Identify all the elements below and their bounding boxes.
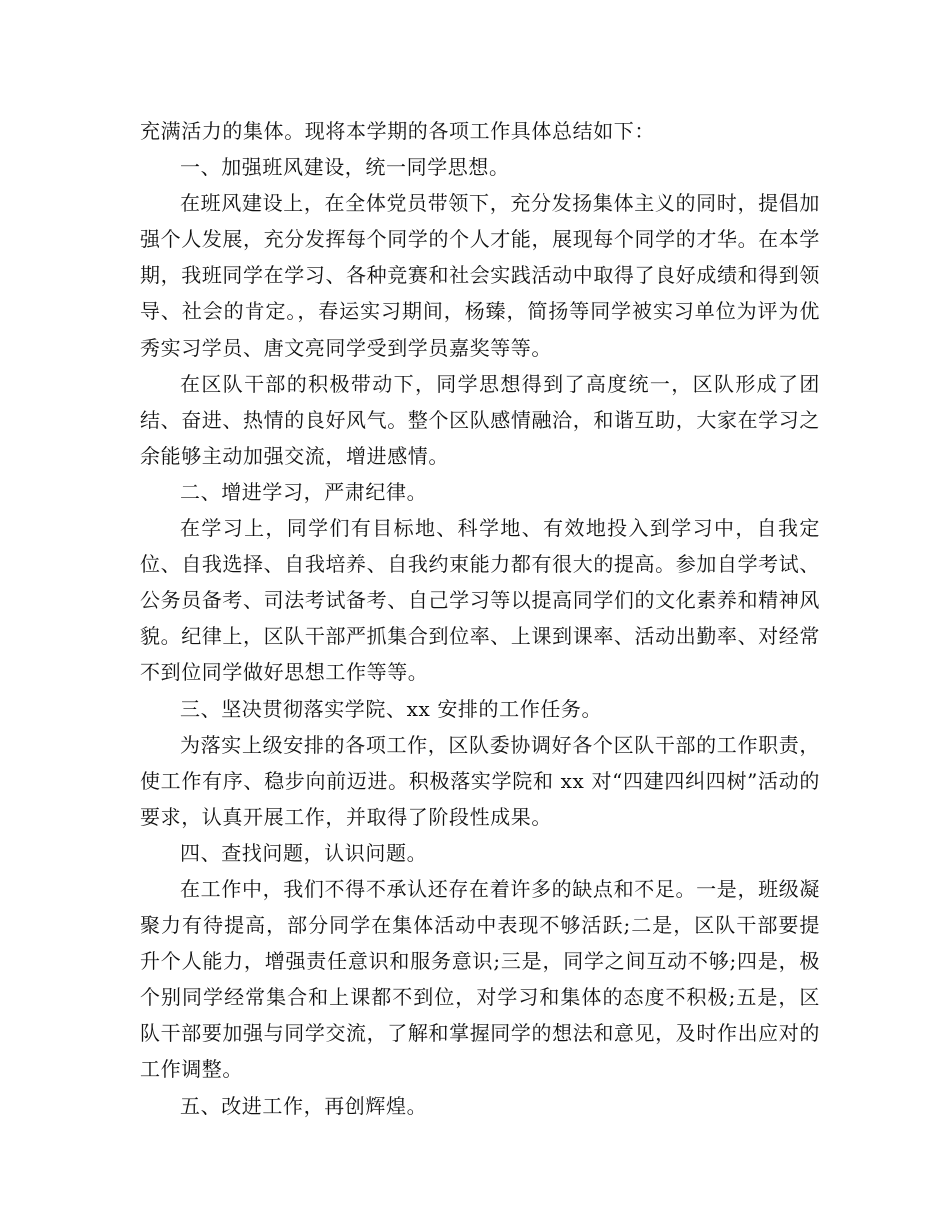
section-heading-4: 四、查找问题，认识问题。 bbox=[180, 840, 428, 865]
document-body bbox=[140, 113, 820, 1124]
paragraph-team-spirit: 在区队干部的积极带动下，同学思想得到了高度统一，区队形成了团结、奋进、热情的良好风气。整个区队感情融洽，和谐互助，大家在学习之余能够主动加强交流，增进感情。 bbox=[140, 371, 820, 468]
paragraph-intro-continuation: 充满活力的集体。现将本学期的各项工作具体总结如下： bbox=[140, 119, 655, 143]
section-heading-1: 一、加强班风建设，统一同学思想。 bbox=[180, 155, 510, 180]
section-heading-5: 五、改进工作，再创辉煌。 bbox=[180, 1093, 428, 1118]
section-heading-3: 三、坚决贯彻落实学院、xx 安排的工作任务。 bbox=[180, 696, 603, 721]
section-heading-2: 二、增进学习，严肃纪律。 bbox=[180, 479, 428, 504]
paragraph-implementation: 为落实上级安排的各项工作，区队委协调好各个区队干部的工作职责，使工作有序、稳步向前迈进。积极落实学院和 xx 对“四建四纠四树”活动的要求，认真开展工作，并取得了阶段性成果。 bbox=[140, 732, 820, 829]
paragraph-problems: 在工作中，我们不得不承认还存在着许多的缺点和不足。一是，班级凝聚力有待提高，部分同学在集体活动中表现不够活跃;二是，区队干部要提升个人能力，增强责任意识和服务意识;三是，同学之间互动不够;四是，极个别同学经常集合和上课都不到位，对学习和集体的态度不积极;五是，区队干部要加强与同学交流，了解和掌握同学的想法和意见，及时作出应对的工作调整。 bbox=[140, 876, 820, 1082]
paragraph-class-style: 在班风建设上，在全体党员带领下，充分发扬集体主义的同时，提倡加强个人发展，充分发挥每个同学的个人才能，展现每个同学的才华。在本学期，我班同学在学习、各种竞赛和社会实践活动中取得了良好成绩和得到领导、社会的肯定。，春运实习期间，杨臻，简扬等同学被实习单位为评为优秀实习学员、唐文亮同学受到学员嘉奖等等。 bbox=[140, 191, 820, 360]
paragraph-study-discipline: 在学习上，同学们有目标地、科学地、有效地投入到学习中，自我定位、自我选择、自我培养、自我约束能力都有很大的提高。参加自学考试、公务员备考、司法考试备考、自己学习等以提高同学们的文化素养和精神风貌。纪律上，区队干部严抓集合到位率、上课到课率、活动出勤率、对经常不到位同学做好思想工作等等。 bbox=[140, 516, 820, 685]
